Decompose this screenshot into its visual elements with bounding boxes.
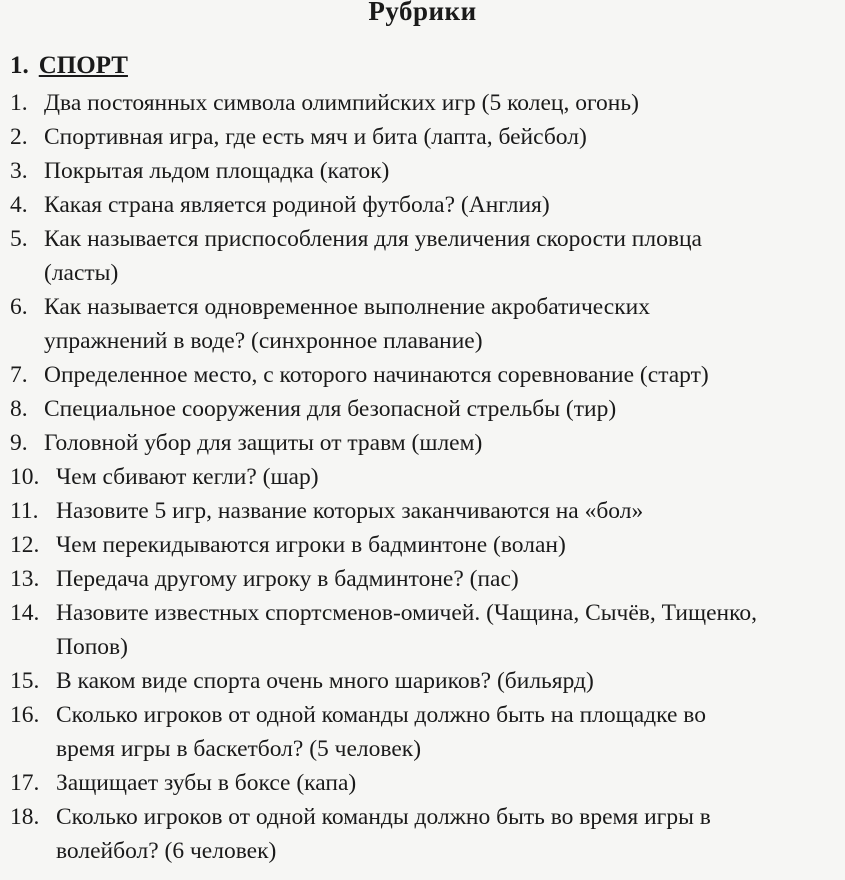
item-number: 5. xyxy=(10,226,28,252)
item-number: 17. xyxy=(10,770,40,796)
list-item xyxy=(10,86,845,120)
item-text: Определенное место, с которого начинаются соревнование (старт) xyxy=(44,362,709,388)
list-item xyxy=(10,766,845,800)
item-text: Какая страна является родиной футбола? (Англия) xyxy=(44,192,550,218)
item-number: 6. xyxy=(10,294,28,320)
list-item xyxy=(10,664,845,698)
list-item xyxy=(10,392,845,426)
section-heading xyxy=(10,52,128,80)
item-text: Головной убор для защиты от травм (шлем) xyxy=(44,430,483,456)
list-item xyxy=(10,290,845,324)
item-text: Два постоянных символа олимпийских игр (5 колец, огонь) xyxy=(44,90,639,116)
item-text: Передача другому игроку в бадминтоне? (пас) xyxy=(56,566,519,592)
item-text: Как называется приспособления для увеличения скорости пловца xyxy=(44,226,702,252)
section-name: СПОРТ xyxy=(38,52,128,79)
item-text: Чем перекидываются игроки в бадминтоне (волан) xyxy=(56,532,566,558)
section-number: 1. xyxy=(10,52,29,79)
list-item xyxy=(10,426,845,460)
item-text: Сколько игроков от одной команды должно быть во время игры в xyxy=(56,804,711,830)
item-number: 16. xyxy=(10,702,40,728)
item-text: Спортивная игра, где есть мяч и бита (лапта, бейсбол) xyxy=(44,124,587,150)
item-text: Специальное сооружения для безопасной стрельбы (тир) xyxy=(44,396,617,422)
list-item xyxy=(10,188,845,222)
item-number: 10. xyxy=(10,464,40,490)
list-item xyxy=(10,800,845,834)
list-item xyxy=(10,494,845,528)
list-item xyxy=(10,222,845,256)
item-continuation: волейбол? (6 человек) xyxy=(56,838,277,864)
item-text: Сколько игроков от одной команды должно быть на площадке во xyxy=(56,702,706,728)
item-number: 3. xyxy=(10,158,28,184)
item-continuation: время игры в баскетбол? (5 человек) xyxy=(56,736,422,762)
list-item xyxy=(10,698,845,732)
item-text: Чем сбивают кегли? (шар) xyxy=(56,464,319,490)
item-number: 4. xyxy=(10,192,28,218)
page-title: Рубрики xyxy=(368,0,477,26)
list-item xyxy=(10,460,845,494)
item-number: 18. xyxy=(10,804,40,830)
item-text: Защищает зубы в боксе (капа) xyxy=(56,770,357,796)
item-number: 13. xyxy=(10,566,40,592)
list-item xyxy=(10,358,845,392)
item-number: 1. xyxy=(10,90,28,116)
item-text: Назовите известных спортсменов-омичей. (Чащина, Сычёв, Тищенко, xyxy=(56,600,757,626)
item-number: 12. xyxy=(10,532,40,558)
item-number: 8. xyxy=(10,396,28,422)
item-number: 15. xyxy=(10,668,40,694)
item-number: 7. xyxy=(10,362,28,388)
item-text: Покрытая льдом площадка (каток) xyxy=(44,158,390,184)
item-number: 2. xyxy=(10,124,28,150)
item-text: В каком виде спорта очень много шариков? (бильярд) xyxy=(56,668,594,694)
item-number: 11. xyxy=(10,498,39,524)
item-continuation: (ласты) xyxy=(44,260,119,286)
list-item xyxy=(10,528,845,562)
item-continuation: упражнений в воде? (синхронное плавание) xyxy=(44,328,483,354)
question-list xyxy=(10,86,845,868)
item-number: 14. xyxy=(10,600,40,626)
item-text: Как называется одновременное выполнение акробатических xyxy=(44,294,650,320)
list-item xyxy=(10,154,845,188)
item-continuation: Попов) xyxy=(56,634,128,660)
item-number: 9. xyxy=(10,430,28,456)
list-item xyxy=(10,596,845,630)
item-text: Назовите 5 игр, название которых заканчиваются на «бол» xyxy=(56,498,644,524)
list-item xyxy=(10,120,845,154)
list-item xyxy=(10,562,845,596)
